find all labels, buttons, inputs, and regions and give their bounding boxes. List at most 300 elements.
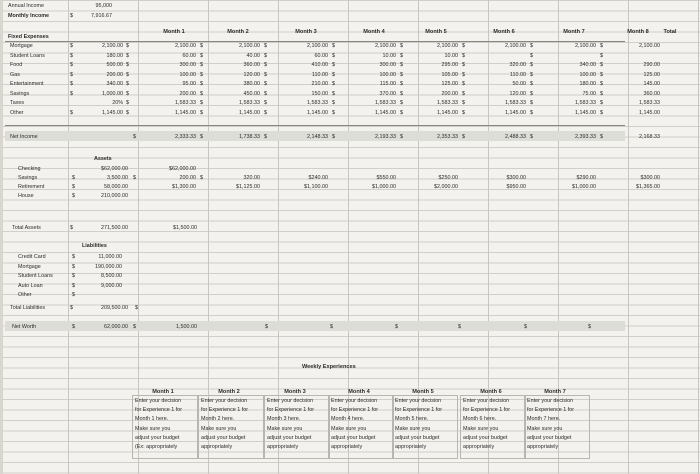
weekly-cell-text: (Ex: appropriately <box>135 444 178 450</box>
weekly-cell-text: appropriately <box>267 444 299 450</box>
expense-dollar: $ <box>332 109 335 116</box>
liability-dollar: $ <box>72 292 75 298</box>
weekly-cell-text: Month 2 here. <box>201 416 235 423</box>
asset-base-value[interactable]: $62,000.00 <box>101 166 128 172</box>
expense-cell[interactable]: 300.00 <box>379 62 396 68</box>
net-worth-dollar: $ <box>588 324 591 330</box>
asset-cell[interactable]: $1,000.00 <box>572 184 596 190</box>
net-income-cell[interactable]: 2,353.33 <box>437 134 458 140</box>
total-liabilities-dollar: $ <box>70 305 73 311</box>
total-assets-label: Total Assets <box>12 225 41 231</box>
weekly-experiences-title: Weekly Experiences <box>302 364 356 370</box>
expense-base-value[interactable]: 1,145.00 <box>102 109 123 116</box>
expenses-top-border <box>5 41 625 42</box>
expense-dollar: $ <box>126 109 129 116</box>
expense-dollar: $ <box>600 71 603 78</box>
expense-cell[interactable]: 200.00 <box>179 90 196 97</box>
month-header-4: Month 4 <box>363 29 385 35</box>
net-income-cell[interactable]: 2,488.33 <box>505 134 526 140</box>
expense-dollar: $ <box>70 62 73 68</box>
net-income-dollar: $ <box>200 134 203 140</box>
expense-cell[interactable]: 120.00 <box>243 71 260 78</box>
net-income-label: Net Income <box>10 134 38 140</box>
net-worth-month1[interactable]: 1,500.00 <box>176 324 197 330</box>
asset-label: House <box>18 193 34 199</box>
total-liabilities-label: Total Liabilities <box>10 305 46 311</box>
asset-cell[interactable]: $62,000.00 <box>169 166 196 172</box>
weekly-decision-cell[interactable] <box>460 395 526 459</box>
weekly-month-header-4: Month 4 <box>348 389 370 395</box>
weekly-cell-text: appropriately <box>463 444 495 450</box>
expense-dollar: $ <box>264 52 267 59</box>
expense-cell[interactable]: 100.00 <box>179 71 196 78</box>
expense-label: Gas <box>10 71 20 78</box>
weekly-cell-text: Make sure you <box>201 425 237 432</box>
expense-cell[interactable]: 380.00 <box>243 81 260 87</box>
weekly-cell-text: appropriately <box>395 444 427 450</box>
expense-cell[interactable]: 125.00 <box>441 81 458 87</box>
expense-cell[interactable]: 120.00 <box>509 90 526 97</box>
expense-dollar: $ <box>126 43 129 49</box>
expense-cell[interactable]: 1,583.33 <box>505 100 526 106</box>
liability-base-value[interactable]: 9,000.00 <box>101 282 122 289</box>
net-worth-label: Net Worth <box>12 324 37 330</box>
expense-dollar: $ <box>200 100 203 106</box>
expense-dollar: $ <box>600 109 603 116</box>
expense-dollar: $ <box>530 43 533 49</box>
net-worth-dollar: $ <box>265 324 268 330</box>
expense-cell[interactable]: 2,100.00 <box>175 43 196 49</box>
liability-dollar: $ <box>72 273 75 279</box>
asset-label: Savings <box>18 175 38 181</box>
expense-cell[interactable]: 210.00 <box>311 81 328 87</box>
expense-dollar: $ <box>400 62 403 68</box>
weekly-cell-text: Enter your decision <box>527 398 574 404</box>
net-income-cell[interactable]: 2,148.33 <box>307 134 328 140</box>
expense-cell[interactable]: 1,583.33 <box>639 100 660 106</box>
expense-cell[interactable]: 2,100.00 <box>639 43 660 49</box>
net-worth-dollar: $ <box>330 324 333 330</box>
weekly-cell-text: Enter your decision <box>331 398 378 404</box>
expense-label: Entertainment <box>10 81 44 87</box>
weekly-month-header-7: Month 7 <box>544 389 566 395</box>
expense-dollar: $ <box>462 43 465 49</box>
expense-cell[interactable]: 145.00 <box>643 81 660 87</box>
expense-cell[interactable]: 200.00 <box>441 90 458 97</box>
weekly-cell-text: adjust your budget <box>267 434 312 441</box>
expense-cell[interactable]: 50.00 <box>512 81 526 87</box>
expense-dollar: $ <box>400 43 403 49</box>
expense-cell[interactable]: 1,583.33 <box>375 100 396 106</box>
liability-base-value[interactable]: 11,000.00 <box>98 254 122 260</box>
expense-cell[interactable]: 60.00 <box>314 52 328 59</box>
expense-dollar: $ <box>200 81 203 87</box>
expense-cell[interactable]: 2,100.00 <box>375 43 396 49</box>
expense-cell[interactable]: 410.00 <box>311 62 328 68</box>
expense-cell[interactable]: 1,583.33 <box>175 100 196 106</box>
liability-label: Student Loans <box>18 273 53 279</box>
expense-cell[interactable]: 180.00 <box>579 81 596 87</box>
expense-cell[interactable]: 40.00 <box>246 52 260 59</box>
expense-dollar: $ <box>530 71 533 78</box>
weekly-cell-text: Make sure you <box>331 425 367 432</box>
asset-dollar: $ <box>200 175 203 181</box>
expense-cell[interactable]: 75.00 <box>582 90 596 97</box>
fixed-expenses-title: Fixed Expenses <box>8 34 49 40</box>
liability-dollar: $ <box>72 263 75 270</box>
expense-dollar: $ <box>264 62 267 68</box>
expense-cell[interactable]: 2,100.00 <box>575 43 596 49</box>
month-header-2: Month 2 <box>227 29 249 35</box>
annual-income-value[interactable]: 95,000 <box>95 3 112 9</box>
asset-cell[interactable]: $300.00 <box>506 175 526 181</box>
liability-label: Other <box>18 292 32 298</box>
weekly-cell-text: for Experience 1 for <box>267 407 315 414</box>
expense-cell[interactable]: 1,583.33 <box>239 100 260 106</box>
month-header-7: Month 7 <box>563 29 585 35</box>
total-header: Total <box>663 29 677 35</box>
weekly-cell-text: for Experience 1 for <box>463 407 511 414</box>
expense-dollar: $ <box>600 43 603 49</box>
expense-dollar: $ <box>462 62 465 68</box>
monthly-income-value[interactable]: 7,916.67 <box>91 13 112 19</box>
expense-dollar: $ <box>462 81 465 87</box>
asset-dollar: $ <box>133 175 136 181</box>
month-header-6: Month 6 <box>493 29 515 35</box>
expense-dollar: $ <box>200 109 203 116</box>
weekly-cell-text: Month 5 here. <box>395 416 429 423</box>
expense-cell[interactable]: 1,145.00 <box>375 109 396 116</box>
expense-base-value[interactable]: 2,100.00 <box>102 43 123 49</box>
expense-cell[interactable]: 1,145.00 <box>307 109 328 116</box>
expense-dollar: $ <box>400 71 403 78</box>
liabilities-title: Liabilities <box>82 243 107 249</box>
expense-dollar: $ <box>264 43 267 49</box>
asset-base-value[interactable]: 210,000.00 <box>101 193 128 199</box>
expense-label: Taxes <box>10 100 25 106</box>
monthly-income-dollar: $ <box>70 13 73 19</box>
total-assets-dollar: $ <box>70 225 73 231</box>
expense-dollar: $ <box>264 90 267 97</box>
asset-cell[interactable]: $1,125.00 <box>236 184 260 190</box>
liability-base-value[interactable]: 190,000.00 <box>95 263 122 270</box>
asset-cell[interactable]: $1,000.00 <box>372 184 396 190</box>
expense-cell[interactable]: 295.00 <box>441 62 458 68</box>
asset-cell[interactable]: $1,100.00 <box>304 184 328 190</box>
liability-base-value[interactable]: 8,500.00 <box>101 273 122 279</box>
net-income-cell[interactable]: 2,393.33 <box>575 134 596 140</box>
net-income-dollar: $ <box>133 134 136 140</box>
expense-dollar: $ <box>600 52 603 59</box>
total-assets-value[interactable]: 271,500.00 <box>101 225 128 231</box>
expense-cell[interactable]: 370.00 <box>379 90 396 97</box>
expense-cell[interactable]: 100.00 <box>579 71 596 78</box>
net-income-dollar: $ <box>462 134 465 140</box>
net-worth-dollar: $ <box>395 324 398 330</box>
expense-dollar: $ <box>200 52 203 59</box>
weekly-cell-text: Enter your decision <box>135 398 182 404</box>
expense-cell[interactable]: 450.00 <box>243 90 260 97</box>
expense-dollar: $ <box>462 90 465 97</box>
expense-cell[interactable]: 100.00 <box>379 71 396 78</box>
weekly-cell-text: Enter your decision <box>463 398 510 404</box>
weekly-cell-text: Month 1 here. <box>135 416 169 423</box>
expense-dollar: $ <box>530 90 533 97</box>
weekly-cell-text: for Experience 1 for <box>395 407 443 414</box>
weekly-cell-text: for Experience 1 for <box>201 407 249 414</box>
expense-dollar: $ <box>200 90 203 97</box>
weekly-cell-text: adjust your budget <box>395 434 440 441</box>
weekly-cell-text: Month 6 here. <box>463 416 497 423</box>
weekly-cell-text: for Experience 1 for <box>331 407 379 414</box>
weekly-cell-text: adjust your budget <box>527 434 572 441</box>
expense-cell[interactable]: 10.00 <box>444 52 458 59</box>
weekly-cell-text: adjust your budget <box>331 434 376 441</box>
month-header-8: Month 8 <box>627 29 649 35</box>
expense-dollar: $ <box>332 81 335 87</box>
expense-dollar: $ <box>530 109 533 116</box>
expense-dollar: $ <box>400 52 403 59</box>
weekly-decision-cell[interactable] <box>132 395 198 459</box>
expense-dollar: $ <box>530 62 533 68</box>
expense-dollar: $ <box>600 90 603 97</box>
expense-cell[interactable]: 320.00 <box>509 62 526 68</box>
asset-dollar: $ <box>72 193 75 199</box>
expense-dollar: $ <box>400 100 403 106</box>
annual-income-label: Annual Income <box>8 3 44 9</box>
expense-cell[interactable]: 1,583.33 <box>307 100 328 106</box>
weekly-month-header-5: Month 5 <box>412 389 434 395</box>
expense-dollar: $ <box>70 109 73 116</box>
weekly-cell-text: Enter your decision <box>267 398 314 404</box>
weekly-cell-text: adjust your budget <box>463 434 508 441</box>
weekly-decision-cell[interactable] <box>524 395 590 459</box>
net-income-dollar: $ <box>264 134 267 140</box>
expense-base-value[interactable]: 340.00 <box>106 81 123 87</box>
asset-cell[interactable]: 320.00 <box>243 175 260 181</box>
expense-dollar: $ <box>332 100 335 106</box>
asset-cell[interactable]: $2,000.00 <box>434 184 458 190</box>
liability-dollar: $ <box>72 254 75 260</box>
expense-dollar: $ <box>462 100 465 106</box>
total-liabilities-value[interactable]: 209,500.00 <box>101 305 128 311</box>
expense-base-value[interactable]: 20% <box>112 100 123 106</box>
asset-cell[interactable]: $290.00 <box>576 175 596 181</box>
weekly-cell-text: Make sure you <box>395 425 431 432</box>
expense-cell[interactable]: 300.00 <box>179 62 196 68</box>
net-worth-value[interactable]: 62,000.00 <box>104 324 128 330</box>
expense-dollar: $ <box>126 81 129 87</box>
asset-cell[interactable]: $950.00 <box>506 184 526 190</box>
expense-cell[interactable]: 360.00 <box>643 90 660 97</box>
expense-base-value[interactable]: 500.00 <box>106 62 123 68</box>
expense-dollar: $ <box>126 90 129 97</box>
expense-dollar: $ <box>332 71 335 78</box>
expense-cell[interactable]: 110.00 <box>311 71 328 78</box>
weekly-month-header-6: Month 6 <box>480 389 502 395</box>
expense-cell[interactable]: 1,145.00 <box>175 109 196 116</box>
expense-dollar: $ <box>530 52 533 59</box>
expense-cell[interactable]: 95.00 <box>182 81 196 87</box>
weekly-decision-cell[interactable] <box>198 395 264 459</box>
expense-dollar: $ <box>400 81 403 87</box>
expense-dollar: $ <box>462 109 465 116</box>
asset-cell[interactable]: $1,300.00 <box>172 184 196 190</box>
weekly-cell-text: Make sure you <box>463 425 499 432</box>
net-worth-dollar: $ <box>458 324 461 330</box>
expense-cell[interactable]: 1,145.00 <box>437 109 458 116</box>
expense-dollar: $ <box>332 52 335 59</box>
expense-base-value[interactable]: 1,000.00 <box>102 90 123 97</box>
expense-cell[interactable]: 1,583.33 <box>437 100 458 106</box>
net-income-dollar: $ <box>530 134 533 140</box>
net-income-cell[interactable]: 2,333.33 <box>175 134 196 140</box>
liability-dollar: $ <box>72 282 75 289</box>
weekly-cell-text: Month 7 here. <box>527 416 561 423</box>
weekly-decision-cell[interactable] <box>392 395 458 459</box>
expense-dollar: $ <box>462 52 465 59</box>
liability-label: Mortgage <box>18 263 41 270</box>
expense-dollar: $ <box>126 62 129 68</box>
weekly-month-header-1: Month 1 <box>152 389 174 395</box>
expense-cell[interactable]: 150.00 <box>311 90 328 97</box>
expense-dollar: $ <box>126 52 129 59</box>
asset-base-value[interactable]: 3,500.00 <box>107 175 128 181</box>
weekly-cell-text: adjust your budget <box>201 434 246 441</box>
net-worth-dollar: $ <box>72 324 75 330</box>
expense-dollar: $ <box>530 81 533 87</box>
expense-cell[interactable]: 1,145.00 <box>239 109 260 116</box>
expense-label: Mortgage <box>10 43 33 49</box>
expense-cell[interactable]: 1,145.00 <box>639 109 660 116</box>
expense-base-value[interactable]: 180.00 <box>106 52 123 59</box>
net-worth-dollar: $ <box>524 324 527 330</box>
net-income-dollar: $ <box>600 134 603 140</box>
expense-cell[interactable]: 1,583.33 <box>575 100 596 106</box>
asset-cell[interactable]: $250.00 <box>438 175 458 181</box>
net-income-cell[interactable]: 2,193.33 <box>375 134 396 140</box>
expense-dollar: $ <box>70 81 73 87</box>
expense-label: Other <box>10 109 24 116</box>
weekly-cell-text: for Experience 1 for <box>527 407 575 414</box>
expense-dollar: $ <box>400 109 403 116</box>
expense-cell[interactable]: 125.00 <box>643 71 660 78</box>
expense-dollar: $ <box>332 90 335 97</box>
expense-dollar: $ <box>70 43 73 49</box>
asset-label: Checking <box>18 166 41 172</box>
asset-cell[interactable]: $550.00 <box>376 175 396 181</box>
month1-total-assets[interactable]: $1,500.00 <box>173 225 197 231</box>
liability-label: Credit Card <box>18 254 46 260</box>
month-header-1: Month 1 <box>163 29 185 35</box>
net-worth-dollar-2: $ <box>133 324 136 330</box>
expense-dollar: $ <box>530 100 533 106</box>
expense-dollar: $ <box>126 71 129 78</box>
weekly-cell-text: adjust your budget <box>135 434 180 441</box>
liability-label: Auto Loan <box>18 282 43 289</box>
expense-dollar: $ <box>70 71 73 78</box>
expense-base-value[interactable]: 200.00 <box>106 71 123 78</box>
weekly-cell-text: Enter your decision <box>201 398 248 404</box>
expense-cell[interactable]: 115.00 <box>379 81 396 87</box>
net-income-dollar: $ <box>332 134 335 140</box>
weekly-decision-cell[interactable] <box>264 395 330 459</box>
expense-cell[interactable]: 360.00 <box>243 62 260 68</box>
expenses-bottom-border <box>5 125 625 126</box>
expense-cell[interactable]: 110.00 <box>509 71 526 78</box>
asset-dollar: $ <box>72 184 75 190</box>
net-income-cell[interactable]: 1,738.33 <box>239 134 260 140</box>
expense-dollar: $ <box>126 100 129 106</box>
expense-dollar: $ <box>600 100 603 106</box>
expense-dollar: $ <box>264 81 267 87</box>
expense-dollar: $ <box>600 81 603 87</box>
expense-dollar: $ <box>264 100 267 106</box>
expense-dollar: $ <box>264 71 267 78</box>
expense-cell[interactable]: 1,145.00 <box>505 109 526 116</box>
expense-label: Savings <box>10 90 30 97</box>
weekly-cell-text: Enter your decision <box>395 398 442 404</box>
asset-base-value[interactable]: 58,000.00 <box>104 184 128 190</box>
expense-cell[interactable]: 105.00 <box>441 71 458 78</box>
expense-dollar: $ <box>332 62 335 68</box>
asset-cell[interactable]: 200.00 <box>179 175 196 181</box>
weekly-cell-text: appropriately <box>527 444 559 450</box>
expense-cell[interactable]: 1,145.00 <box>575 109 596 116</box>
weekly-decision-cell[interactable] <box>328 395 394 459</box>
weekly-cell-text: appropriately <box>201 444 233 450</box>
expense-dollar: $ <box>200 62 203 68</box>
weekly-cell-text: Month 3 here. <box>267 416 301 423</box>
weekly-month-header-3: Month 3 <box>284 389 306 395</box>
weekly-cell-text: appropriately <box>331 444 363 450</box>
expense-label: Student Loans <box>10 52 45 59</box>
expense-dollar: $ <box>264 109 267 116</box>
total-liabilities-dollar-2: $ <box>135 305 138 311</box>
assets-title: Assets <box>94 156 112 162</box>
weekly-cell-text: Month 4 here. <box>331 416 365 423</box>
monthly-income-label: Monthly Income <box>8 13 50 19</box>
expense-label: Food <box>10 62 23 68</box>
expense-cell[interactable]: 340.00 <box>579 62 596 68</box>
expense-dollar: $ <box>200 71 203 78</box>
asset-cell[interactable]: $300.00 <box>640 175 660 181</box>
expense-cell[interactable]: 2,100.00 <box>437 43 458 49</box>
expense-dollar: $ <box>200 43 203 49</box>
asset-cell[interactable]: $1,365.00 <box>636 184 660 190</box>
expense-cell[interactable]: 290.00 <box>643 62 660 68</box>
weekly-cell-text: Make sure you <box>135 425 171 432</box>
expense-dollar: $ <box>70 90 73 97</box>
expense-cell[interactable]: 2,100.00 <box>239 43 260 49</box>
asset-dollar: $ <box>72 175 75 181</box>
net-income-cell[interactable]: 2,168.33 <box>639 134 660 140</box>
row-header-strip <box>0 0 3 474</box>
expense-cell[interactable]: 2,100.00 <box>505 43 526 49</box>
expense-dollar: $ <box>400 90 403 97</box>
net-income-dollar: $ <box>400 134 403 140</box>
asset-cell[interactable]: $240.00 <box>308 175 328 181</box>
asset-label: Retirement <box>18 184 45 190</box>
expense-cell[interactable]: 2,100.00 <box>307 43 328 49</box>
expense-dollar: $ <box>462 71 465 78</box>
weekly-month-header-2: Month 2 <box>218 389 240 395</box>
expense-cell[interactable]: 10.00 <box>382 52 396 59</box>
expense-dollar: $ <box>70 52 73 59</box>
expense-cell[interactable]: 60.00 <box>182 52 196 59</box>
month-header-3: Month 3 <box>295 29 317 35</box>
weekly-cell-text: Make sure you <box>527 425 563 432</box>
